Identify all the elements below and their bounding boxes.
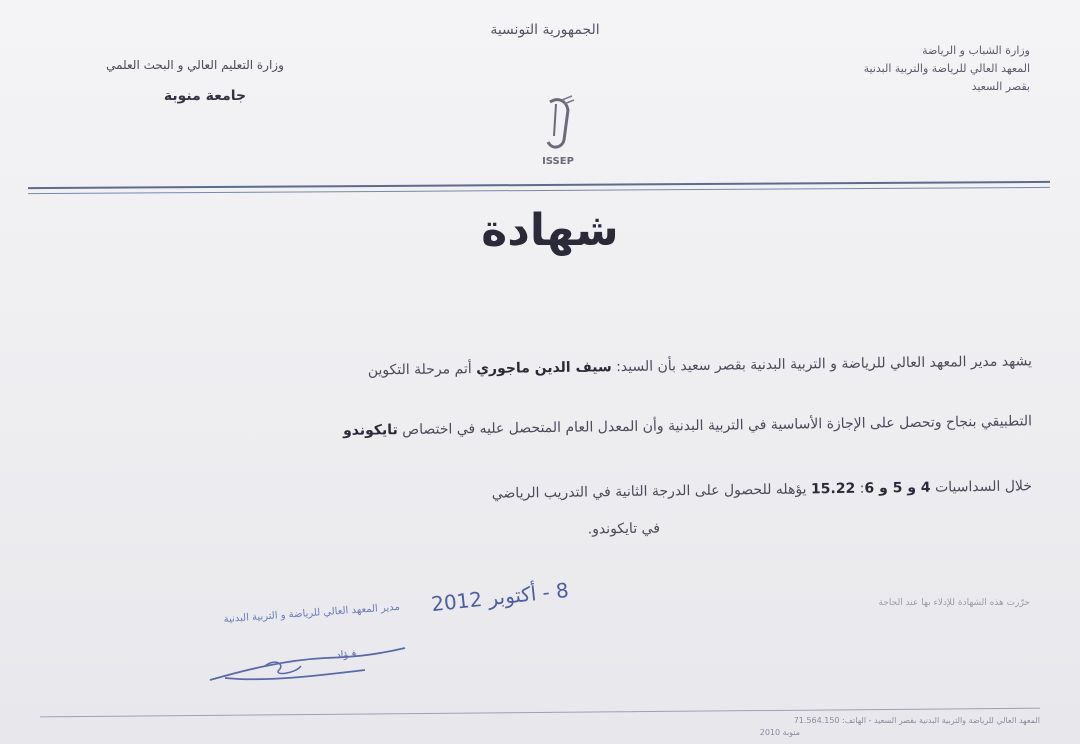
institute-location: بقصر السعيد [971,80,1030,93]
footer-address: المعهد العالي للرياضة والتربية البدنية بقصر السعيد - الهاتف: 71.564.150 [793,716,1040,725]
body-line-1: يشهد مدير المعهد العالي للرياضة و التربية البدنية بقصر سعيد بأن السيد: سيف الدين ماجوري أتم مرحلة التكوين [367,353,1033,379]
institute-header [770,42,1030,96]
ministry-higher-education: وزارة التعليم العالي و البحث العلمي [106,58,284,72]
body-line-3: خلال السداسيات 4 و 5 و 6: 15.22 يؤهله للحصول على الدرجة الثانية في التدريب الرياضي [491,478,1033,502]
specialty: تايكوندو [342,422,398,439]
average-grade: 15.22 [810,480,856,498]
body-line-2: التطبيقي بنجاح وتحصل على الإجازة الأساسية في التربية البدنية وأن المعدل العام المتحصل عليه في اختصاص تايكوندو [342,413,1033,439]
logo-text: ISSEP [542,156,574,167]
institute-name: المعهد العالي للرياضة والتربية البدنية [863,62,1030,75]
footer-year: منوبة 2010 [759,728,800,737]
republic-heading: الجمهورية التونسية [490,22,600,38]
issep-logo [528,92,588,172]
issue-date: 8 - أكتوبر 2012 [430,577,570,617]
usage-note: حرّرت هذه الشهادة للإدلاء بها عند الحاجة [878,598,1030,608]
university-name: جامعة منوبة [163,88,247,104]
semesters: 4 و 5 و 6 [864,479,931,497]
body-line-4: في تايكوندو. [587,520,661,538]
certificate-title: شهادة [481,205,619,256]
director-stamp: مدير المعهد العالي للرياضة و التربية البدنية [223,601,401,626]
ministry-youth-sports: وزارة الشباب و الرياضة [922,44,1030,57]
recipient-name: سيف الدين ماجوري [476,359,612,378]
signatory-name: فـؤاد ... [323,648,357,663]
